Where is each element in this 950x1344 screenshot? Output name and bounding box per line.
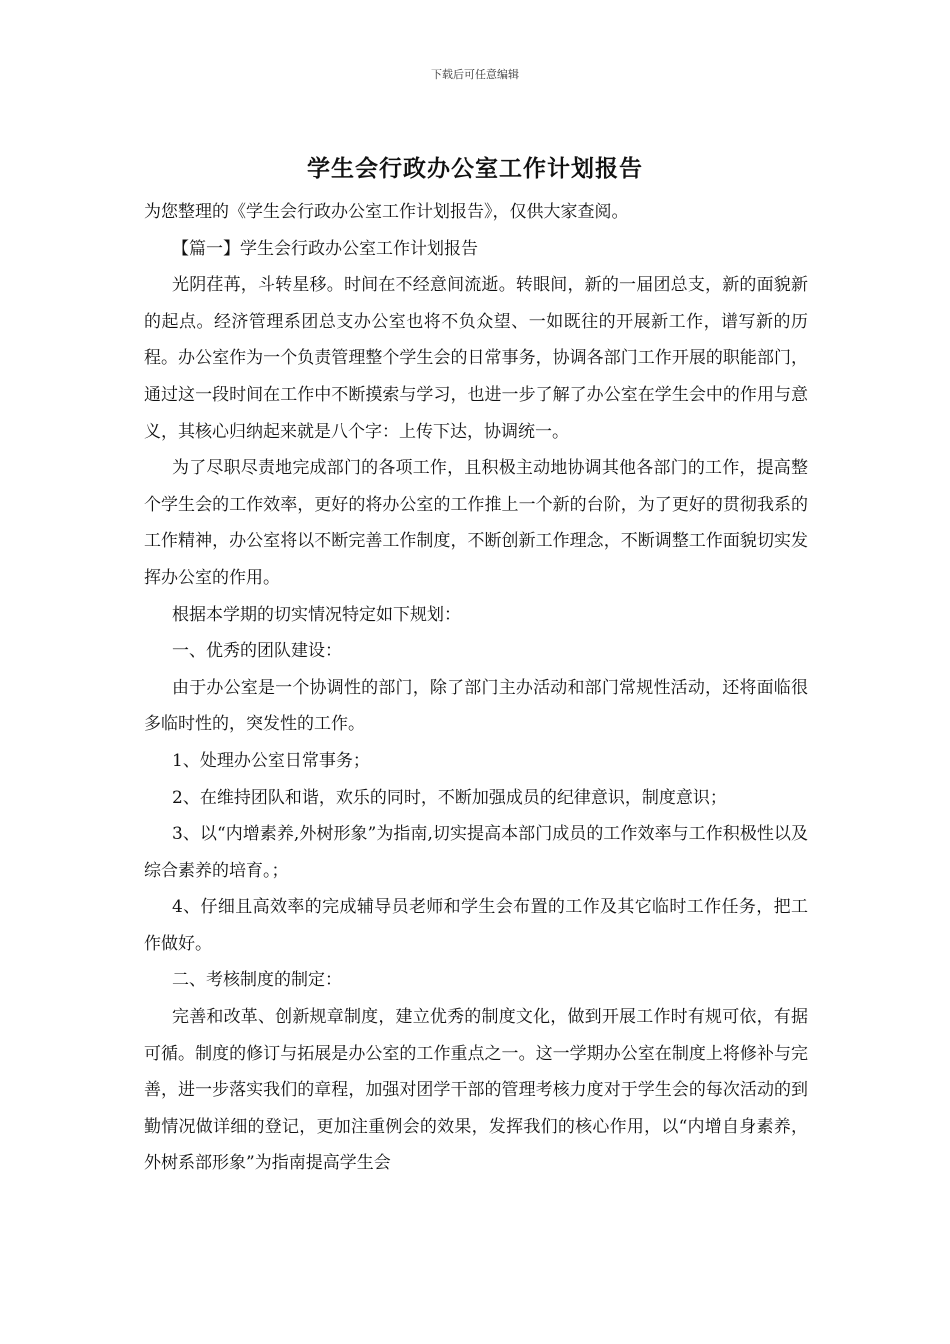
body-paragraph: 为您整理的《学生会行政办公室工作计划报告》，仅供大家查阅。 <box>144 202 629 222</box>
body-paragraph: 一、优秀的团队建设： <box>172 641 342 662</box>
body-paragraph: 3、以“内增素养,外树形象”为指南,切实提高本部门成员的工作效率与工作积极性以及综合素养的培育。； <box>144 824 808 881</box>
body-paragraph: 为了尽职尽责地完成部门的各项工作，且积极主动地协调其他各部门的工作，提高整个学生会的工作效率，更好的将办公室的工作推上一个新的台阶，为了更好的贯彻我系的工作精神，办公室将以不断完善工作制度，不断创新工作理念，不断调整工作面貌切实发挥办公室的作用。 <box>144 458 808 588</box>
body-paragraph: 4、仔细且高效率的完成辅导员老师和学生会布置的工作及其它临时工作任务，把工作做好。 <box>144 897 808 954</box>
body-paragraph: 光阴荏苒，斗转星移。时间在不经意间流逝。转眼间，新的一届团总支，新的面貌新的起点。经济管理系团总支办公室也将不负众望、一如既往的开展新工作，谱写新的历程。办公室作为一个负责管理整个学生会的日常事务，协调各部门工作开展的职能部门，通过这一段时间在工作中不断摸索与学习，也进一步了解了办公室在学生会中的作用与意义，其核心归纳起来就是八个字：上传下达，协调统一。 <box>144 275 808 442</box>
body-paragraph: 2、在维持团队和谐，欢乐的同时，不断加强成员的纪律意识，制度意识； <box>172 787 727 808</box>
body-paragraph: 根据本学期的切实情况特定如下规划： <box>172 604 461 625</box>
body-paragraph: 二、考核制度的制定： <box>172 970 342 991</box>
body-paragraph: 由于办公室是一个协调性的部门，除了部门主办活动和部门常规性活动，还将面临很多临时性的，突发性的工作。 <box>144 677 808 735</box>
document-body <box>144 194 808 1182</box>
body-paragraph: 完善和改革、创新规章制度，建立优秀的制度文化，做到开展工作时有规可依，有据可循。制度的修订与拓展是办公室的工作重点之一。这一学期办公室在制度上将修补与完善，进一步落实我们的章程，加强对团学干部的管理考核力度对于学生会的每次活动的到勤情况做详细的登记，更加注重例会的效果，发挥我们的核心作用，以“内增自身素养，外树系部形象”为指南提高学生会 <box>144 1007 808 1174</box>
header-note: 下载后可任意编辑 <box>431 68 519 81</box>
document-title: 学生会行政办公室工作计划报告 <box>307 156 643 182</box>
body-paragraph: 1、处理办公室日常事务； <box>172 750 370 771</box>
body-paragraph: 【篇一】学生会行政办公室工作计划报告 <box>172 238 478 259</box>
